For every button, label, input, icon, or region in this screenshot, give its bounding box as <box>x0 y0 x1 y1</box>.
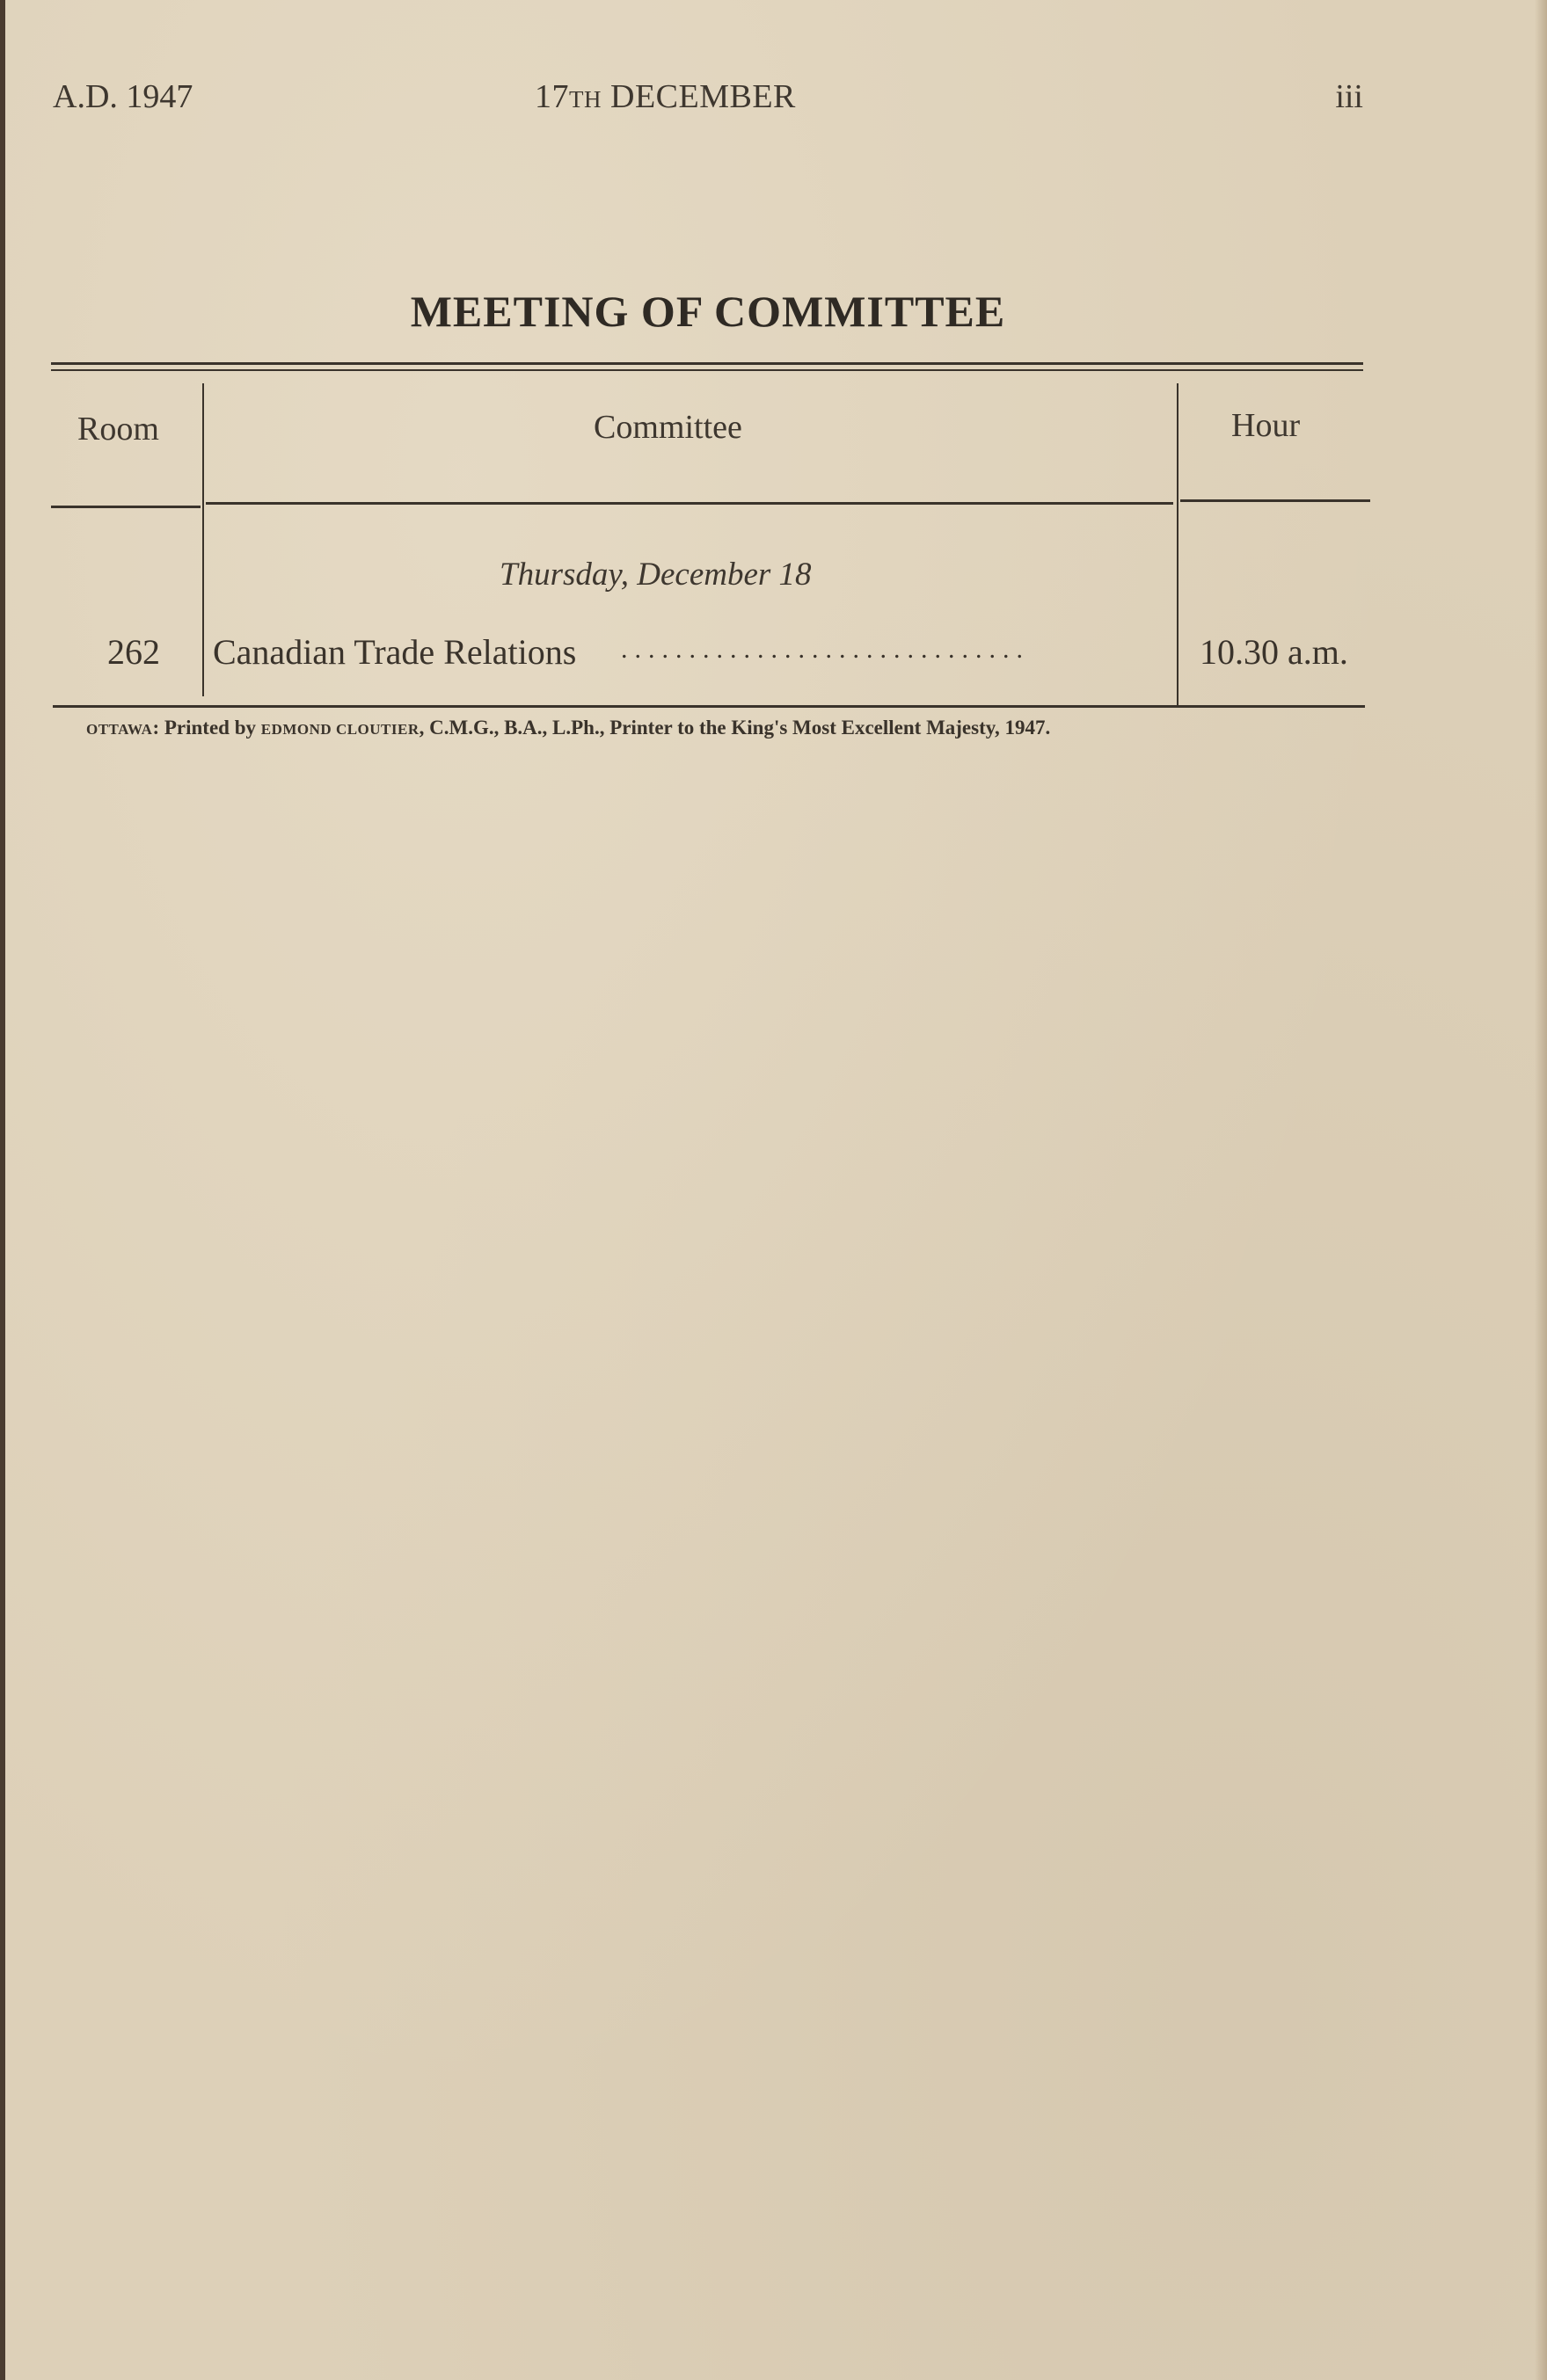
page-shadow-edge <box>1535 0 1547 2380</box>
imprint-city: OTTAWA <box>86 721 153 738</box>
running-head-month: DECEMBER <box>610 78 796 115</box>
committee-table <box>51 371 1370 696</box>
running-head <box>53 77 1363 121</box>
running-head-date <box>535 77 796 116</box>
imprint-printed-by: : Printed by <box>152 717 261 739</box>
page-binding-edge <box>0 0 5 2380</box>
running-head-year: A.D. 1947 <box>53 78 193 115</box>
page-number: iii <box>1335 78 1363 115</box>
room-cell: 262 <box>107 632 160 672</box>
bottom-rule <box>53 705 1365 708</box>
imprint-printer-name: EDMOND CLOUTIER <box>260 721 420 738</box>
header-rule-room <box>51 506 201 508</box>
header-hour: Hour <box>1231 407 1301 444</box>
dot-leader: .............................. <box>621 635 1030 664</box>
column-rule-hour <box>1177 383 1178 705</box>
page-title: MEETING OF COMMITTEE <box>410 287 1006 336</box>
header-rule-hour <box>1180 499 1370 502</box>
header-room: Room <box>77 411 159 448</box>
printer-imprint <box>86 717 1050 739</box>
column-rule-room <box>202 383 204 696</box>
title-double-rule <box>51 362 1363 371</box>
hour-cell: 10.30 a.m. <box>1200 632 1348 672</box>
header-committee: Committee <box>594 409 742 446</box>
committee-cell: Canadian Trade Relations <box>213 632 577 672</box>
day-heading: Thursday, December 18 <box>500 557 812 593</box>
imprint-rest: , C.M.G., B.A., L.Ph., Printer to the King's Most Excellent Majesty, 1947. <box>419 717 1051 739</box>
running-head-day-number: 17 <box>535 78 569 115</box>
running-head-day-suffix: TH <box>569 86 602 113</box>
header-rule-committee <box>206 502 1173 505</box>
